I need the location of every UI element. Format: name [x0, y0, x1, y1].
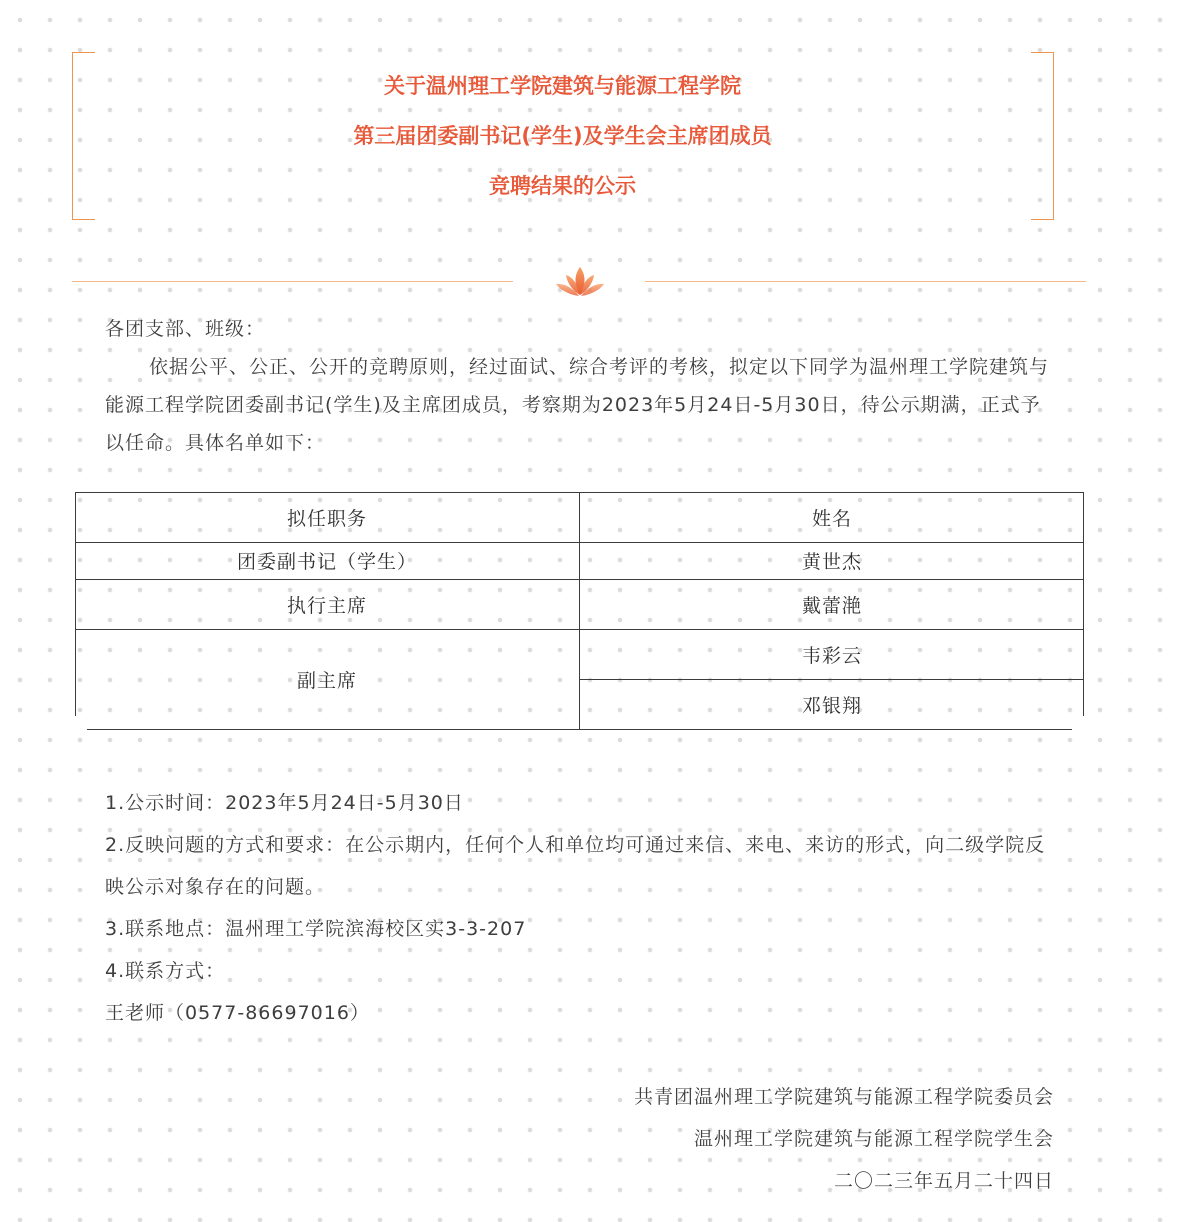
table-header-position: 拟任职务 — [286, 507, 367, 530]
title-line-1: 关于温州理工学院建筑与能源工程学院 — [384, 74, 741, 98]
divider-left — [72, 281, 513, 282]
title-line-3: 竞聘结果的公示 — [489, 174, 636, 198]
note-feedback-method: 2.反映问题的方式和要求：在公示期内，任何个人和单位均可通过来信、来电、来访的形式，向二级学院反映公示对象存在的问题。 — [105, 834, 1046, 898]
note-contact-method: 4.联系方式： — [105, 960, 226, 982]
signature-org-1: 共青团温州理工学院建筑与能源工程学院委员会 — [633, 1086, 1054, 1108]
table-cell-position: 团委副书记（学生） — [236, 551, 417, 573]
table-cell-name: 黄世杰 — [801, 551, 862, 573]
signature-org-2: 温州理工学院建筑与能源工程学院学生会 — [693, 1128, 1054, 1150]
table-cell-name: 戴蕾滟 — [801, 594, 862, 617]
intro-paragraph: 依据公平、公正、公开的竞聘原则，经过面试、综合考评的考核，拟定以下同学为温州理工学院建筑与能源工程学院团委副书记(学生)及主席团成员，考察期为2023年5月24日-5月30日，待公示期满，正式予以任命。具体名单如下： — [105, 356, 1050, 454]
title-line-2: 第三届团委副书记(学生)及学生会主席团成员 — [353, 124, 772, 148]
table-cell-name: 邓银翔 — [801, 694, 862, 717]
table-cell-name: 韦彩云 — [801, 644, 862, 667]
table-cell-position: 副主席 — [296, 669, 357, 692]
table-cell-position: 执行主席 — [286, 594, 367, 617]
appointment-table — [75, 492, 1084, 730]
greeting: 各团支部、班级： — [105, 318, 266, 340]
lotus-icon — [553, 265, 607, 299]
note-contact-person: 王老师（0577-86697016） — [105, 1002, 370, 1024]
note-contact-address: 3.联系地点：温州理工学院滨海校区实3-3-207 — [105, 918, 527, 940]
divider-right — [645, 281, 1086, 282]
signature-date: 二〇二三年五月二十四日 — [833, 1170, 1054, 1192]
note-publicity-period: 1.公示时间：2023年5月24日-5月30日 — [105, 792, 464, 814]
table-header-name: 姓名 — [811, 507, 852, 530]
